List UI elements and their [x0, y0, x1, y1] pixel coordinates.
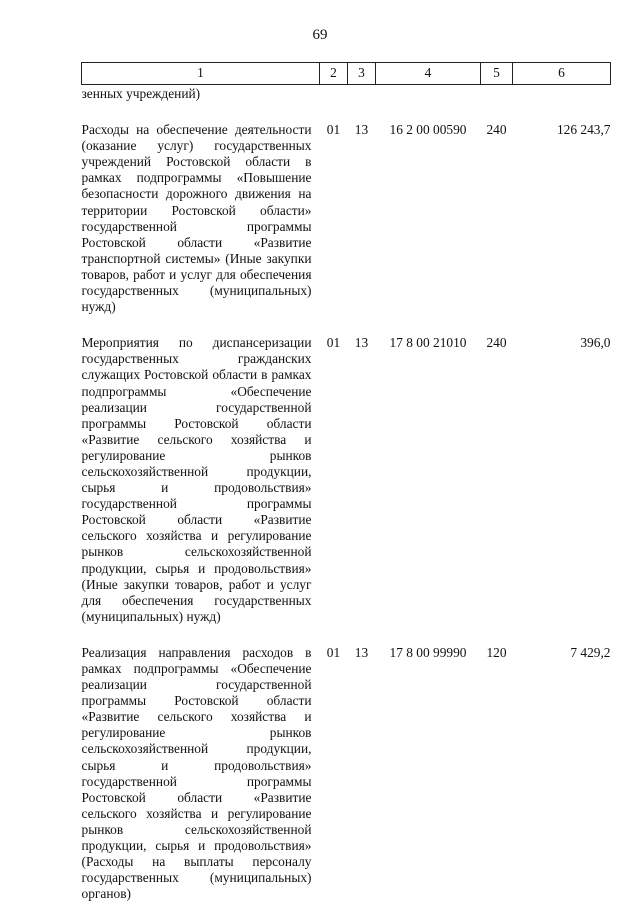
row-section: 01	[326, 335, 341, 351]
column-header-1: 1	[82, 63, 320, 85]
continuation-text: зенных учреждений)	[81, 86, 201, 101]
row-section: 01	[326, 122, 341, 138]
row-amount: 396,0	[580, 335, 611, 351]
row-expense-type: 240	[486, 122, 507, 138]
row-expense-type: 240	[486, 335, 507, 351]
row-description: Реализация направления расходов в рамках подпрограммы «Обеспечение реализации государственной программы Ростовской области «Развитие сельского хозяйства и регулирование рынков сельскохозяйственной продукции, сырья и продовольствия» государственной программы Ростовской области «Развитие сельского хозяйства и регулирование рынков сельскохозяйственной продукции, сырья и продовольствия» (Расходы на выплаты персоналу государственных (муниципальных) органов)	[81, 644, 312, 902]
row-target-code: 16 2 00 00590	[389, 122, 467, 138]
continuation-row	[82, 85, 611, 103]
table-row	[82, 625, 611, 903]
row-expense-type: 120	[486, 644, 507, 660]
column-number-row	[82, 63, 611, 85]
table-row	[82, 315, 611, 625]
row-description: Расходы на обеспечение деятельности (оказание услуг) государственных учреждений Ростовской области в рамках подпрограммы «Повышение безопасности дорожного движения на территории Ростовской области» государственной программы Ростовской области «Развитие транспортной системы» (Иные закупки товаров, работ и услуг для обеспечения государственных (муниципальных) нужд)	[81, 122, 312, 315]
page-number: 69	[312, 27, 328, 43]
table-row	[82, 102, 611, 315]
row-description: Мероприятия по диспансеризации государственных гражданских служащих Ростовской области в рамках подпрограммы «Обеспечение реализации государственной программы Ростовской области «Развитие сельского хозяйства и регулирование рынков сельскохозяйственной продукции, сырья и продовольствия» государственной программы Ростовской области «Развитие сельского хозяйства и регулирование рынков сельскохозяйственной продукции, сырья и продовольствия» (Иные закупки товаров, работ и услуг для обеспечения государственных (муниципальных) нужд)	[81, 335, 312, 624]
row-amount: 126 243,7	[556, 122, 611, 138]
row-section: 01	[326, 644, 341, 660]
row-target-code: 17 8 00 21010	[389, 335, 467, 351]
row-subsection: 13	[354, 644, 369, 660]
column-header-6: 6	[513, 63, 611, 85]
column-header-3: 3	[348, 63, 376, 85]
row-target-code: 17 8 00 99990	[389, 644, 467, 660]
row-amount: 7 429,2	[570, 644, 611, 660]
row-subsection: 13	[354, 122, 369, 138]
budget-table	[81, 62, 611, 902]
column-header-2: 2	[320, 63, 348, 85]
column-header-5: 5	[481, 63, 513, 85]
column-header-4: 4	[376, 63, 481, 85]
row-subsection: 13	[354, 335, 369, 351]
